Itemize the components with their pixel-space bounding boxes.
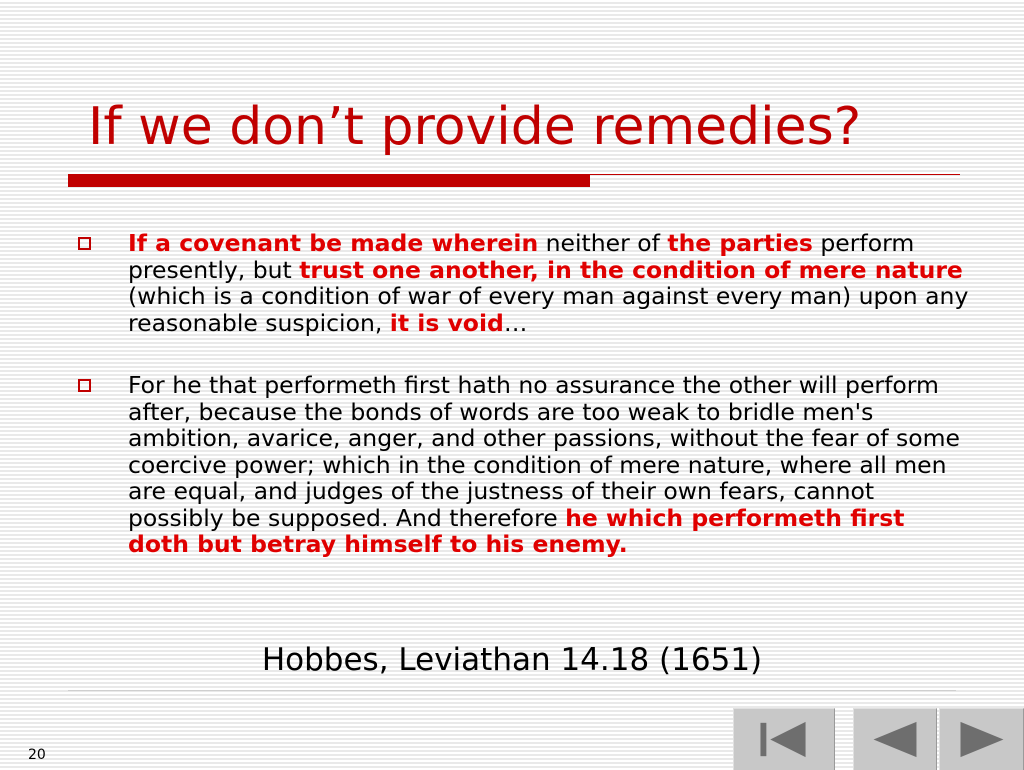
bullet-list	[72, 230, 972, 558]
square-bullet-icon	[78, 379, 91, 392]
footer-divider	[68, 690, 956, 691]
first-slide-button[interactable]	[733, 708, 835, 770]
body-text: For he that performeth first hath no assurance the other will perform after, because the bonds of words are too weak to bridle men's ambition, avarice, anger, and other passions, without the fear of some coercive power; which in the condition of mere nature, where all men are equal, and judges of the justness of their own fears, cannot possibly be supposed. And therefore	[128, 371, 960, 532]
emphasis-text: he which performeth first doth but betray himself to his enemy.	[128, 503, 905, 558]
emphasis-text: trust one another, in the condition of mere nature	[299, 255, 963, 284]
bullet-item	[72, 230, 972, 336]
emphasis-text: the parties	[667, 229, 813, 257]
next-triangle-icon	[940, 709, 1023, 770]
next-slide-button[interactable]	[939, 708, 1024, 770]
bullet-text	[128, 371, 960, 558]
previous-triangle-icon	[854, 709, 936, 770]
skip-to-start-icon	[734, 709, 834, 770]
emphasis-text: If a covenant be made wherein	[128, 229, 539, 257]
body-text: neither of	[538, 229, 668, 257]
slide-title: If we don’t provide remedies?	[88, 97, 862, 157]
body-text: (which is a condition of war of every man against every man) upon any reasonable suspicion,	[128, 282, 969, 337]
body-text: perform presently, but	[128, 229, 915, 284]
title-underline-thick	[68, 175, 590, 187]
bullet-text	[128, 229, 968, 337]
previous-slide-button[interactable]	[853, 708, 937, 770]
square-bullet-icon	[78, 237, 91, 250]
body-text: …	[503, 308, 528, 337]
bullet-item	[72, 372, 972, 558]
citation: Hobbes, Leviathan 14.18 (1651)	[261, 642, 763, 678]
emphasis-text: it is void	[389, 308, 504, 337]
slide-number: 20	[28, 747, 46, 763]
